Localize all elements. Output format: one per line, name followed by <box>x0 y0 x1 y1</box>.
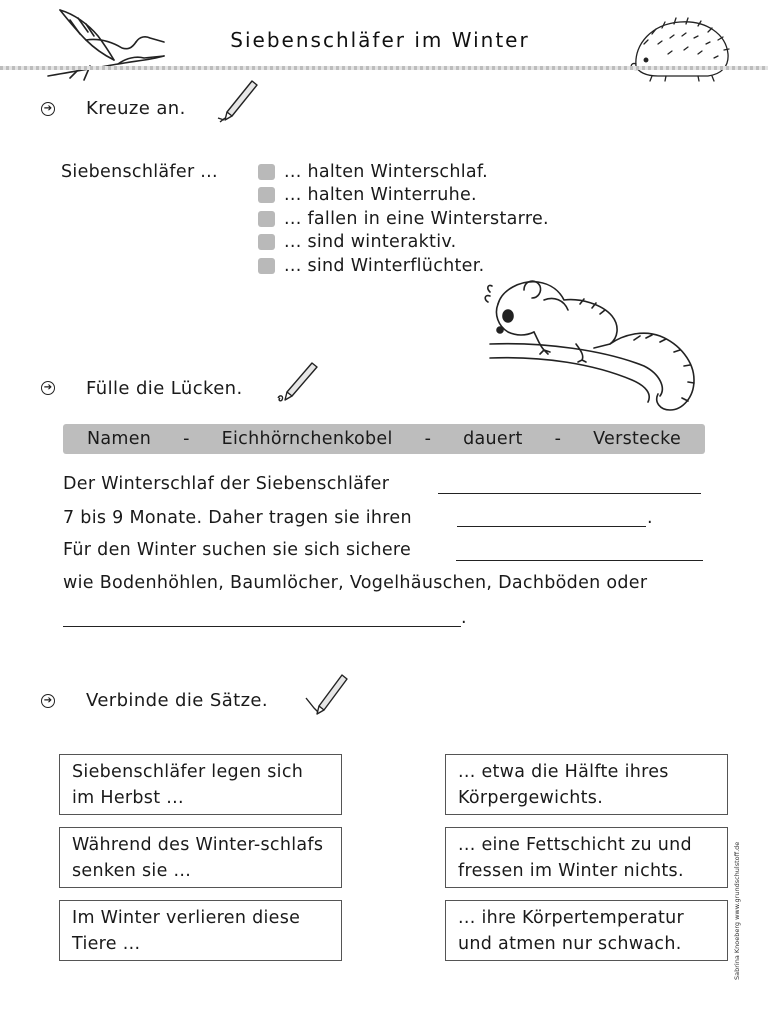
word-bank-separator: - <box>424 429 432 449</box>
word-bank-separator: - <box>554 429 562 449</box>
match-right-3[interactable]: ... ihre Körpertemperatur und atmen nur schwach. <box>445 900 728 961</box>
credit-text: Sabrina Knoeberg www.grundschulstoff.de <box>733 841 741 980</box>
checkbox-list <box>258 160 549 278</box>
header-divider <box>0 66 768 70</box>
checkbox[interactable] <box>258 164 275 180</box>
word-bank-separator: - <box>183 429 190 449</box>
match-left-1[interactable]: Siebenschläfer legen sich im Herbst ... <box>59 754 342 815</box>
word-bank-item: Namen <box>86 429 152 449</box>
word-bank-item: Eichhörnchenkobel <box>221 429 393 449</box>
word-bank-item: Verstecke <box>593 429 682 449</box>
pencil-icon <box>304 672 350 718</box>
task1-prompt: Siebenschläfer ... <box>61 162 218 182</box>
pencil-icon <box>276 360 320 404</box>
checkbox[interactable] <box>258 258 275 274</box>
match-left-2[interactable]: Während des Winter-schlafs senken sie ... <box>59 827 342 888</box>
gap-text-line-2: 7 bis 9 Monate. Daher tragen sie ihren <box>63 508 412 528</box>
arrow-circle-icon: ➔ <box>41 102 55 116</box>
checkbox[interactable] <box>258 187 275 203</box>
match-right-2[interactable]: ... eine Fettschicht zu und fressen im Winter nichts. <box>445 827 728 888</box>
word-bank-item: dauert <box>463 429 523 449</box>
gap-text-line-3: Für den Winter suchen sie sich sichere <box>63 540 412 560</box>
gap-text-period: . <box>647 508 653 528</box>
checkbox-option[interactable]: ... fallen in eine Winterstarre. <box>258 207 549 231</box>
dormouse-illustration <box>484 270 704 420</box>
checkbox-option[interactable]: ... halten Winterruhe. <box>258 184 549 208</box>
task2-instruction: Fülle die Lücken. <box>86 378 243 399</box>
pencil-icon <box>216 78 260 124</box>
task3-instruction: Verbinde die Sätze. <box>86 690 269 711</box>
blank-line[interactable] <box>438 493 701 494</box>
arrow-circle-icon: ➔ <box>41 694 55 708</box>
word-bank <box>63 424 705 454</box>
checkbox-option[interactable]: ... sind winteraktiv. <box>258 231 549 255</box>
checkbox-option[interactable]: ... sind Winterflüchter. <box>258 254 549 278</box>
gap-text-period: . <box>461 608 467 628</box>
task1-instruction: Kreuze an. <box>86 98 186 119</box>
checkbox-option[interactable]: ... halten Winterschlaf. <box>258 160 549 184</box>
blank-line[interactable] <box>457 526 646 527</box>
gap-text-line-4: wie Bodenhöhlen, Baumlöcher, Vogelhäuschen, Dachböden oder <box>63 573 648 593</box>
blank-line[interactable] <box>456 560 703 561</box>
match-left-3[interactable]: Im Winter verlieren diese Tiere ... <box>59 900 342 961</box>
gap-text-line-1: Der Winterschlaf der Siebenschläfer <box>63 474 390 494</box>
page-title: Siebenschläfer im Winter <box>230 28 530 52</box>
match-right-1[interactable]: ... etwa die Hälfte ihres Körpergewichts. <box>445 754 728 815</box>
checkbox[interactable] <box>258 211 275 227</box>
blank-line[interactable] <box>63 626 461 627</box>
arrow-circle-icon: ➔ <box>41 381 55 395</box>
checkbox[interactable] <box>258 234 275 250</box>
